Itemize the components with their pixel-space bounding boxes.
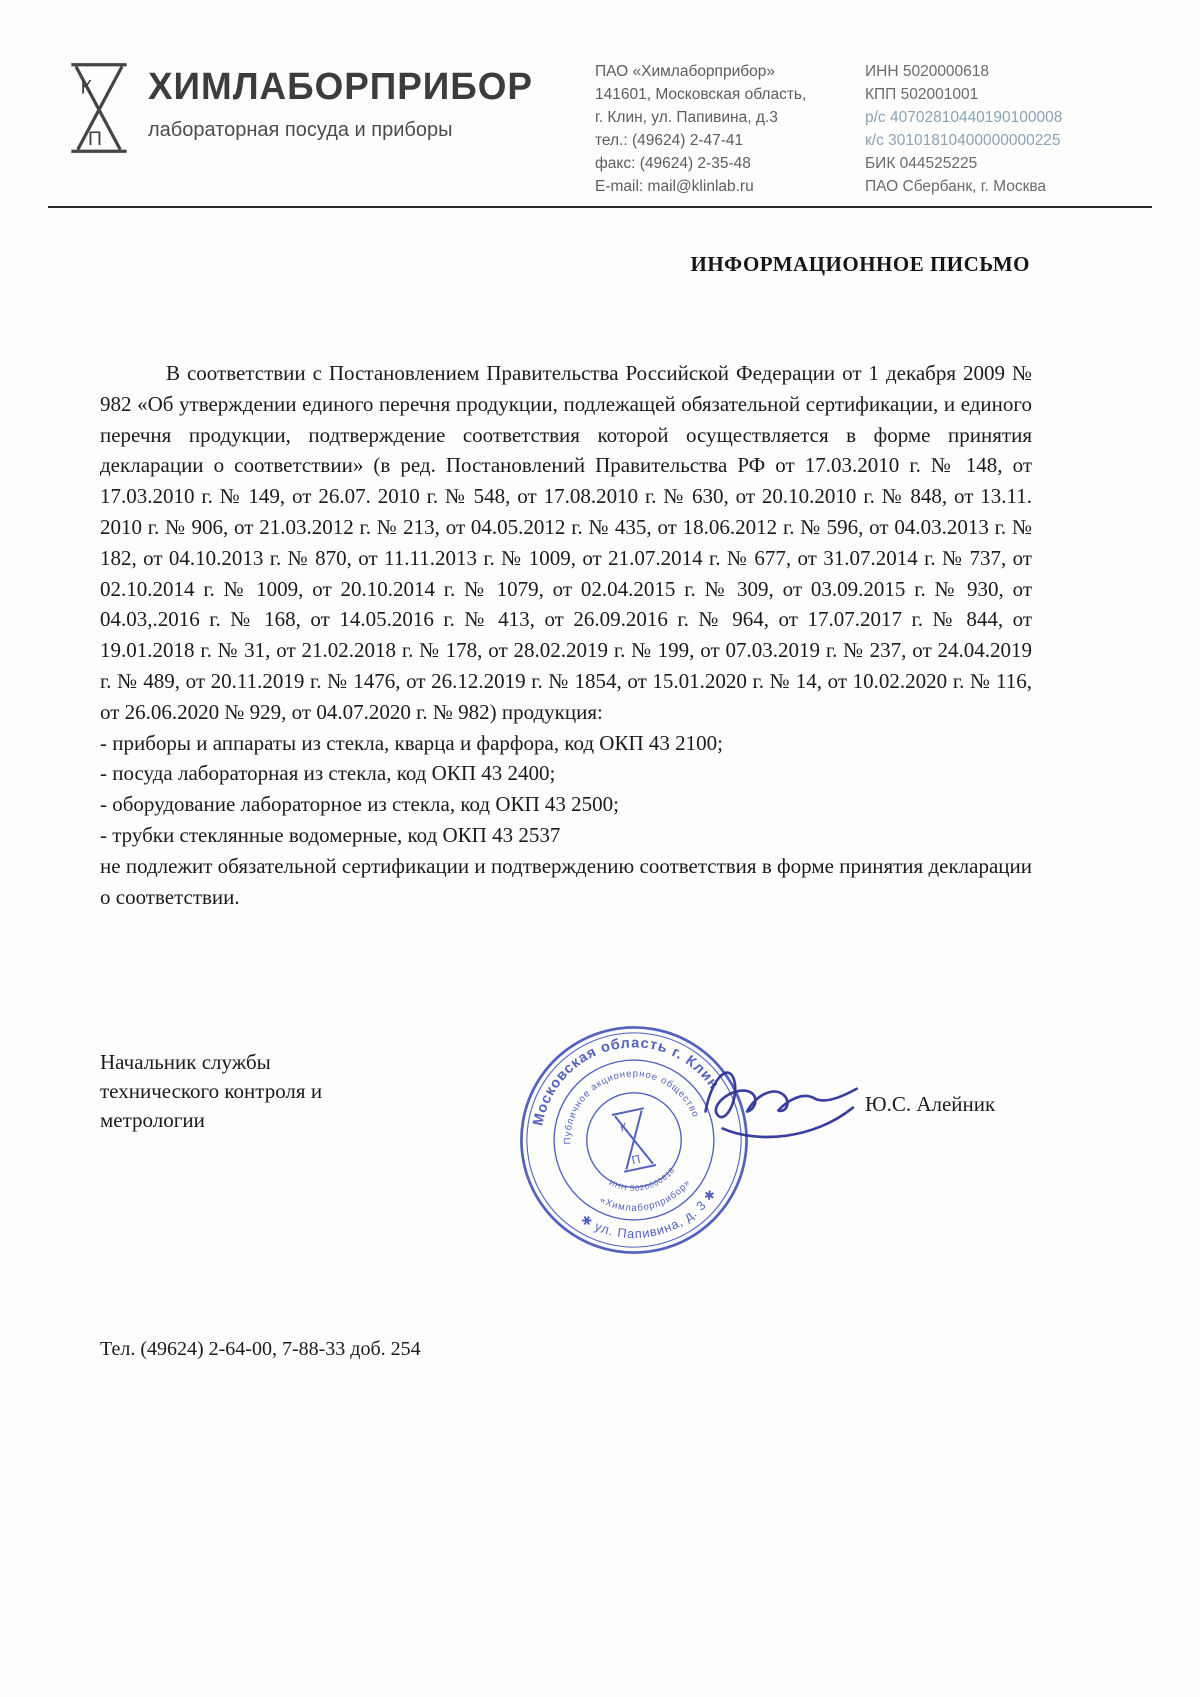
footer-phone: Тел. (49624) 2-64-00, 7-88-33 доб. 254: [100, 1338, 421, 1360]
bank-name-line: ПАО Сбербанк, г. Москва: [865, 178, 1047, 195]
settlement-account-line: р/с 40702810440190100008: [865, 109, 1063, 126]
signatory-name: Ю.С. Алейник: [865, 1092, 996, 1116]
product-line: - оборудование лабораторное из стекла, код ОКП 43 2500;: [100, 792, 619, 817]
stamp-text-company-name: «Химлаборприбор»: [597, 1177, 694, 1214]
contact-line: г. Клин, ул. Папивина, д.3: [595, 109, 778, 126]
product-list: [100, 728, 1032, 851]
contact-line: тел.: (49624) 2-47-41: [595, 132, 744, 149]
contact-line: ПАО «Химлаборприбор»: [595, 63, 775, 80]
inn-line: ИНН 5020000618: [865, 63, 990, 80]
position-line: технического контроля и: [100, 1079, 323, 1103]
product-line: - приборы и аппараты из стекла, кварца и фарфора, код ОКП 43 2100;: [100, 730, 723, 755]
position-line: метрологии: [100, 1108, 205, 1132]
stamp-text-inn: ИНН 5020000618: [607, 1165, 677, 1193]
company-name: ХИМЛАБОРПРИБОР: [148, 66, 533, 108]
logo-text: [148, 58, 545, 142]
product-line: - трубки стеклянные водомерные, код ОКП 43 2537: [100, 822, 561, 847]
stamp-center-letter-k: К: [618, 1119, 630, 1135]
company-tagline: лабораторная посуда и приборы: [148, 119, 453, 141]
logo-letter-k: К: [80, 76, 92, 99]
position-line: Начальник службы: [100, 1050, 271, 1074]
handwritten-signature: [698, 1052, 868, 1152]
stamp-text-company-type: Публичное акционерное общество: [562, 1068, 702, 1145]
signature-icon: [698, 1052, 868, 1152]
corr-account-line: к/с 30101810400000000225: [865, 132, 1061, 149]
letter-title: ИНФОРМАЦИОННОЕ ПИСЬМО: [690, 252, 1030, 276]
contact-line: факс: (49624) 2-35-48: [595, 155, 751, 172]
contact-email-line: E-mail: mail@klinlab.ru: [595, 178, 754, 195]
product-line: - посуда лабораторная из стекла, код ОКП 43 2400;: [100, 761, 556, 786]
bik-line: БИК 044525225: [865, 155, 978, 172]
stamp-text-street: ✱ ул. Папивина, д. 3 ✱: [578, 1186, 720, 1242]
logo-letter-p: П: [87, 127, 102, 150]
company-contact-block: [595, 60, 806, 198]
signatory-position: [100, 1048, 322, 1135]
kpp-line: КПП 502001001: [865, 86, 979, 103]
header-divider: [48, 206, 1152, 208]
stamp-text-region: Московская область г. Клин: [530, 1035, 723, 1128]
hourglass-logo-icon: [64, 58, 134, 158]
company-bank-details-block: [865, 60, 1062, 198]
letter-closing-paragraph: не подлежит обязательной сертификации и подтверждению соответствия в форме принятия декларации о соответствии.: [100, 853, 1032, 909]
stamp-center-letter-p: П: [630, 1151, 643, 1168]
letter-body: [100, 358, 1032, 912]
contact-line: 141601, Московская область,: [595, 86, 807, 103]
company-logo-block: [64, 58, 545, 158]
letter-main-paragraph: В соответствии с Постановлением Правительства Российской Федерации от 1 декабря 2009 № 982 «Об утверждении единого перечня продукции, подлежащей обязательной сертификации, и единого перечня продукции, подтверждение соответствия которой осуществляется в форме принятия декларации о соответствии» (в ред. Постановлений Правительства РФ от 17.03.2010 г. № 148, от 17.03.2010 г. № 149, от 26.07. 2010 г. № 548, от 17.08.2010 г. № 630, от 20.10.2010 г. № 848, от 13.11. 2010 г. № 906, от 21.03.2012 г. № 213, от 04.05.2012 г. № 435, от 18.06.2012 г. № 596, от 04.03.2013 г. № 182, от 04.10.2013 г. № 870, от 11.11.2013 г. № 1009, от 21.07.2014 г. № 677, от 31.07.2014 г. № 737, от 02.10.2014 г. № 1009, от 20.10.2014 г. № 1079, от 02.04.2015 г. № 309, от 03.09.2015 г. № 930, от 04.03,.2016 г. № 168, от 14.05.2016 г. № 413, от 26.09.2016 г. № 964, от 17.07.2017 г. № 844, от 19.01.2018 г. № 31, от 21.02.2018 г. № 178, от 28.02.2019 г. № 199, от 07.03.2019 г. № 237, от 24.04.2019 г. № 489, от 20.11.2019 г. № 1476, от 26.12.2019 г. № 1854, от 15.01.2020 г. № 14, от 10.02.2020 г. № 116, от 26.06.2020 № 929, от 04.07.2020 г. № 982) продукция:: [100, 361, 1032, 724]
